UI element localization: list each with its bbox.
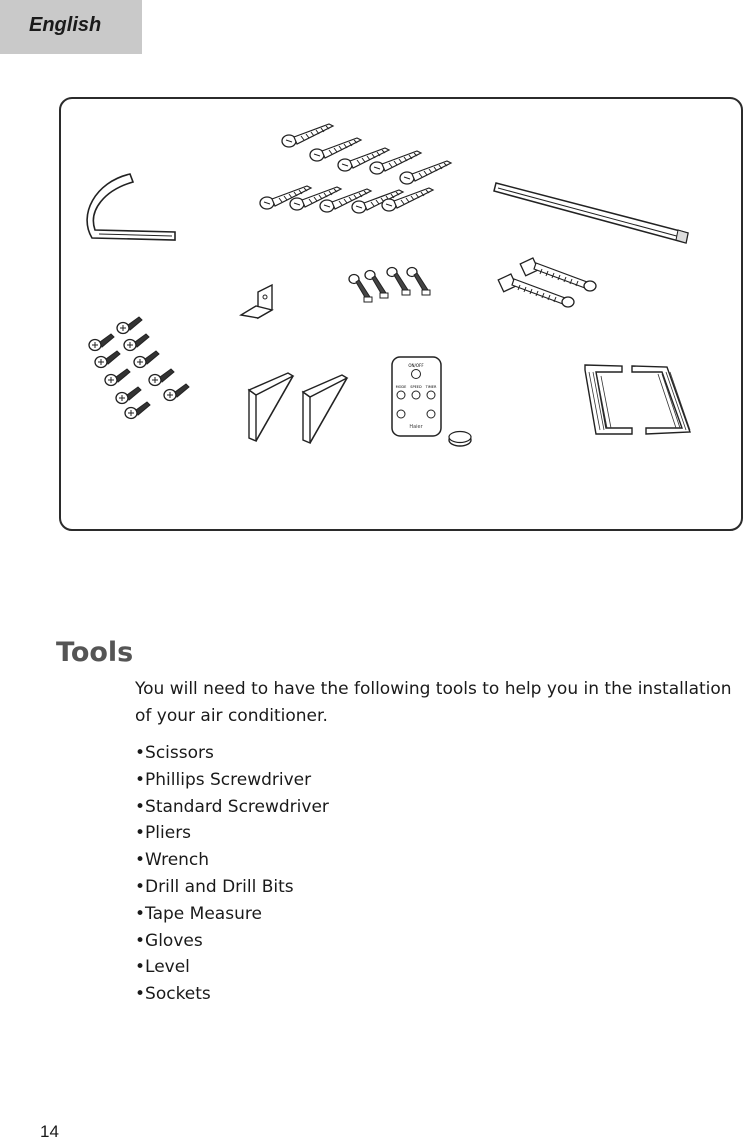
page-number: 14 (40, 1122, 59, 1141)
remote-mode-label: MODE (395, 385, 407, 389)
side-panels (585, 365, 690, 434)
short-screws (89, 317, 189, 419)
list-item: • Phillips Screwdriver (135, 767, 329, 794)
tools-list (135, 740, 329, 1008)
remote-brand-label: Haier (409, 424, 423, 430)
list-item: • Scissors (135, 740, 329, 767)
support-brackets (249, 373, 347, 443)
list-item: • Gloves (135, 928, 329, 955)
list-item: • Tape Measure (135, 901, 329, 928)
tools-intro: You will need to have the following tools to help you in the installation of your air conditioner. (135, 679, 732, 726)
wood-screws (260, 124, 451, 213)
list-item: • Level (135, 954, 329, 981)
remote-timer-label: TIMER (425, 385, 437, 389)
list-item: • Wrench (135, 847, 329, 874)
battery (449, 432, 471, 447)
top-rail (494, 183, 688, 243)
remote-speed-label: SPEED (410, 385, 422, 389)
small-bolts (349, 268, 430, 303)
language-label: English (29, 14, 102, 36)
remote-power-label: ON/OFF (408, 363, 424, 368)
list-item: • Sockets (135, 981, 329, 1008)
parts-illustration (0, 0, 748, 540)
large-bolts-nuts (498, 258, 596, 307)
list-item: • Standard Screwdriver (135, 794, 329, 821)
tools-heading: Tools (56, 637, 134, 668)
remote-control (392, 357, 441, 436)
foam-seal (87, 174, 175, 240)
list-item: • Pliers (135, 820, 329, 847)
l-bracket (241, 285, 272, 318)
list-item: • Drill and Drill Bits (135, 874, 329, 901)
